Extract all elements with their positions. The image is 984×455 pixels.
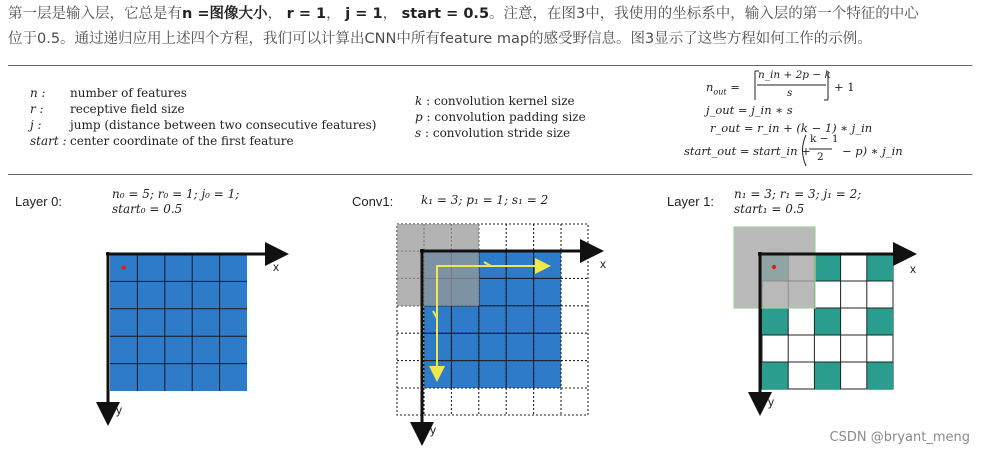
layer1-y-label: y (768, 395, 774, 409)
intro-text: 第一层是输入层，它总是有 (8, 6, 182, 22)
eq-r-out: r_out = r_in + (k − 1) ∗ j_in (710, 121, 873, 135)
intro-bold-n: n =图像大小 (182, 6, 268, 22)
intro-bold-start: start = 0.5 (401, 6, 490, 22)
panel-title-layer1: Layer 1: (667, 194, 714, 209)
panel-title-layer0: Layer 0: (15, 194, 62, 209)
panel-params-layer1: n₁ = 3; r₁ = 3; j₁ = 2; start₁ = 0.5 (734, 187, 862, 216)
eq-j-out: j_out = j_in ∗ s (706, 103, 793, 117)
intro-line-2: 位于0.5。通过递归应用上述四个方程，我们可以计算出CNN中所有feature map的感受野信息。图3显示了这些方程如何工作的示例。 (8, 31, 872, 47)
def-row: r : receptive field size (30, 102, 185, 116)
intro-bold-r: r = 1 (286, 6, 327, 22)
conv-def-row: k : convolution kernel size (415, 94, 575, 108)
layer0-diagram (106, 252, 283, 420)
panel-title-conv1: Conv1: (352, 194, 394, 209)
intro-comma: ， (267, 6, 283, 22)
layer1-x-label: x (910, 262, 916, 276)
eq-n-out-numerator: n_in + 2p − k (758, 69, 831, 81)
layer0-feature-grid (110, 254, 247, 391)
layer1-diagram (734, 227, 916, 410)
intro-text: 。注意，在图3中，我使用的坐标系中，输入层的第一个特征的中心 (489, 6, 919, 22)
layer0-y-label: y (116, 403, 122, 417)
equation-brackets (755, 71, 832, 166)
conv1-diagram (397, 224, 606, 440)
intro-comma: ， (382, 6, 398, 22)
layer0-first-feature-center (122, 266, 126, 270)
conv-def-row: s : convolution stride size (415, 126, 571, 140)
eq-n-out-denominator: s (787, 87, 793, 99)
conv1-x-label: x (600, 257, 606, 271)
conv1-y-label: y (430, 423, 436, 437)
panel-params-conv1: k₁ = 3; p₁ = 1; s₁ = 2 (421, 193, 549, 207)
layer1-first-feature-center (772, 265, 776, 269)
def-row: n : number of features (30, 86, 187, 100)
watermark: CSDN @bryant_meng (829, 430, 970, 445)
def-row: start : center coordinate of the first feature (30, 134, 294, 148)
eq-n-out: $n_{out}$ = (706, 80, 740, 97)
eq-start-numerator: k − 1 (810, 133, 839, 145)
panel-params-layer0: n₀ = 5; r₀ = 1; j₀ = 1; start₀ = 0.5 (112, 187, 240, 216)
eq-start-out: start_out = start_in + (684, 144, 811, 158)
def-row: j : jump (distance between two consecutive features) (30, 118, 377, 132)
eq-start-denominator: 2 (817, 151, 824, 163)
eq-n-out-tail: + 1 (834, 80, 855, 94)
intro-bold-j: j = 1 (345, 6, 383, 22)
conv-def-row: p : convolution padding size (415, 110, 586, 124)
intro-comma: ， (326, 6, 341, 22)
eq-start-tail: − p) ∗ j_in (842, 144, 903, 158)
layer0-x-label: x (273, 260, 279, 274)
